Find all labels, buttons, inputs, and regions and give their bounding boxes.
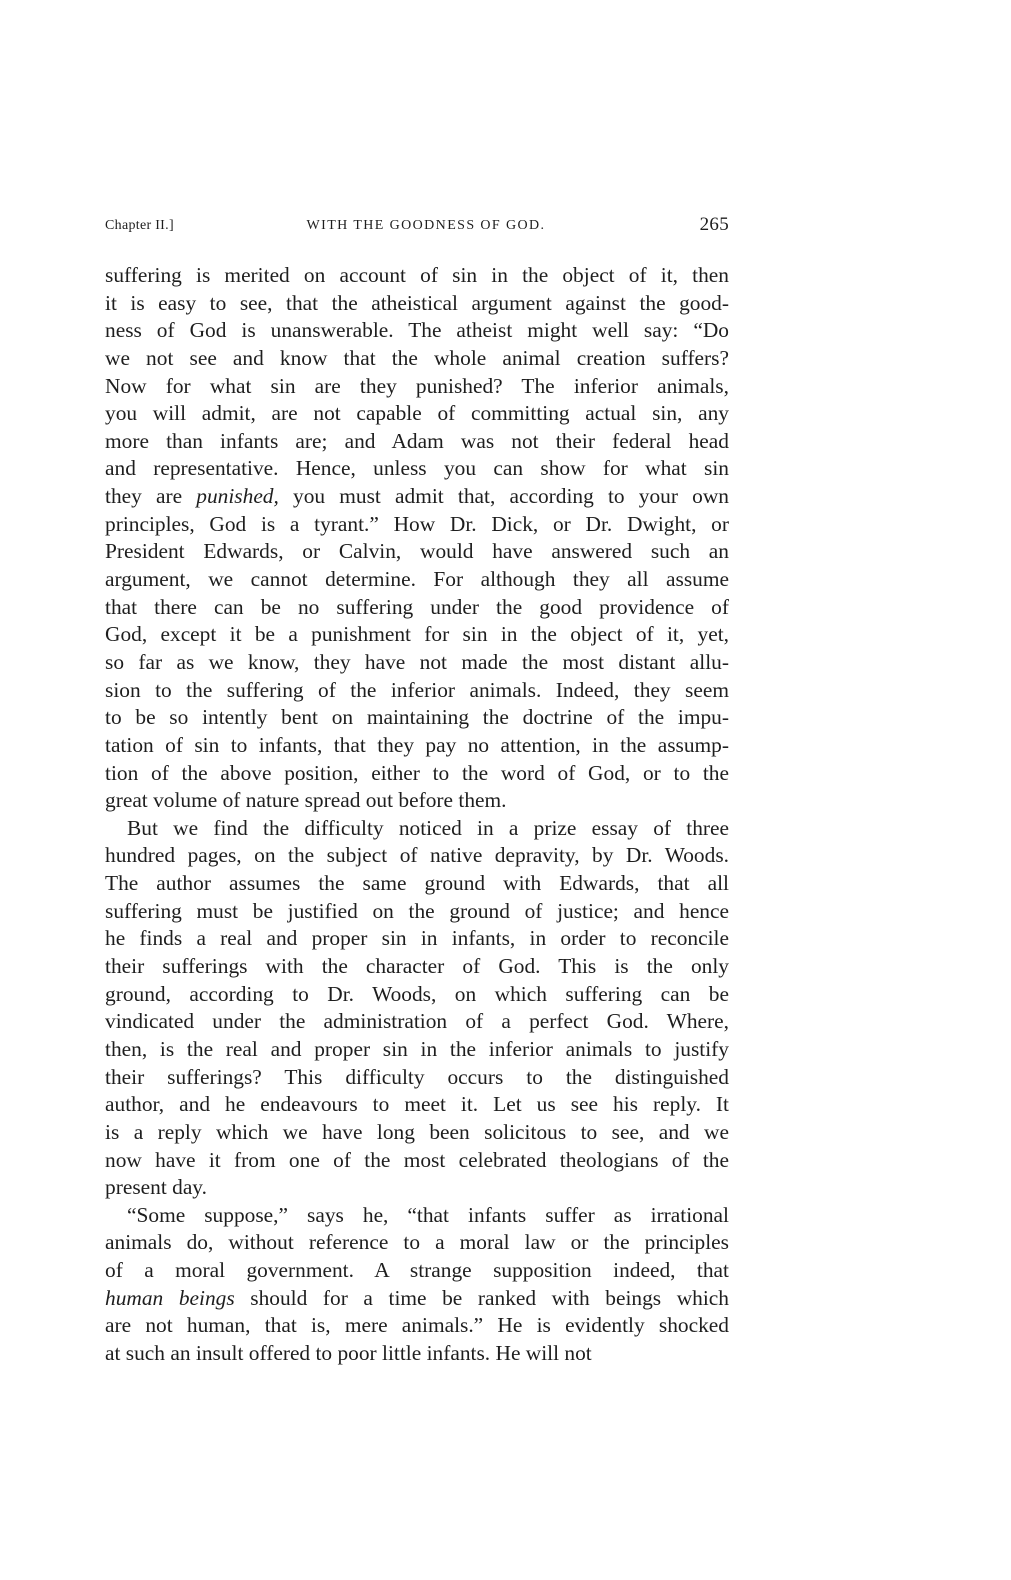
text-line: then, is the real and proper sin in the inferior animals to justify	[105, 1036, 729, 1061]
text-line: “Some suppose,” says he, “that infants suffer as irrational	[127, 1202, 729, 1227]
running-title: WITH THE GOODNESS OF GOD.	[306, 218, 546, 233]
text-line: But we find the difficulty noticed in a prize essay of three	[127, 815, 729, 840]
text-line: that there can be no suffering under the good providence of	[105, 594, 729, 619]
text-line: present day.	[105, 1175, 207, 1200]
text-line: he finds a real and proper sin in infants, in order to reconcile	[105, 926, 729, 951]
line-segment: you must admit that, according to your own	[278, 484, 729, 509]
text-line	[105, 483, 729, 511]
book-page	[105, 214, 729, 1368]
page-header	[105, 214, 729, 244]
text-line: tion of the above position, either to the word of God, or to the	[105, 760, 729, 785]
text-line: ground, according to Dr. Woods, on which suffering can be	[105, 981, 729, 1006]
line-segment: should for a time be ranked with beings which	[234, 1285, 729, 1310]
text-line: of a moral government. A strange supposition indeed, that	[105, 1258, 729, 1283]
text-line: vindicated under the administration of a perfect God. Where,	[105, 1009, 729, 1034]
text-line: now have it from one of the most celebrated theologians of the	[105, 1147, 729, 1172]
italic-emphasis: punished,	[196, 484, 279, 509]
text-line: more than infants are; and Adam was not their federal head	[105, 428, 729, 453]
text-line: are not human, that is, mere animals.” He is evidently shocked	[105, 1313, 729, 1338]
italic-emphasis: human beings	[105, 1285, 235, 1310]
text-line: suffering must be justified on the ground of justice; and hence	[105, 898, 729, 923]
text-line: to be so intently bent on maintaining the doctrine of the impu-	[105, 705, 729, 730]
paragraph	[105, 262, 729, 815]
text-line: Now for what sin are they punished? The inferior animals,	[105, 373, 729, 398]
text-line: we not see and know that the whole animal creation suffers?	[105, 345, 729, 370]
text-line: you will admit, are not capable of committing actual sin, any	[105, 401, 729, 426]
text-line: suffering is merited on account of sin in the object of it, then	[105, 263, 729, 287]
text-line: tation of sin to infants, that they pay no attention, in the assump-	[105, 732, 729, 757]
paragraph	[105, 1202, 729, 1368]
text-line: ness of God is unanswerable. The atheist might well say: “Do	[105, 318, 729, 343]
text-line: animals do, without reference to a moral law or the principles	[105, 1230, 729, 1255]
text-line: at such an insult offered to poor little infants. He will not	[105, 1340, 592, 1365]
paragraph	[105, 815, 729, 1202]
text-line: President Edwards, or Calvin, would have answered such an	[105, 539, 729, 564]
text-line: sion to the suffering of the inferior animals. Indeed, they seem	[105, 677, 729, 702]
text-line: hundred pages, on the subject of native depravity, by Dr. Woods.	[105, 843, 729, 868]
text-line: The author assumes the same ground with Edwards, that all	[105, 871, 729, 896]
text-line	[105, 1285, 729, 1313]
text-line: God, except it be a punishment for sin in the object of it, yet,	[105, 622, 729, 647]
text-line: argument, we cannot determine. For although they all assume	[105, 567, 729, 592]
line-segment: they are	[105, 484, 197, 509]
chapter-label: Chapter II.]	[105, 218, 174, 233]
text-line: so far as we know, they have not made the most distant allu-	[105, 649, 729, 674]
text-line: their sufferings? This difficulty occurs to the distinguished	[105, 1064, 729, 1089]
text-line: it is easy to see, that the atheistical argument against the good-	[105, 290, 729, 315]
text-line: great volume of nature spread out before them.	[105, 788, 507, 813]
text-line: and representative. Hence, unless you can show for what sin	[105, 456, 729, 481]
body-text	[105, 262, 729, 1368]
text-line: is a reply which we have long been solicitous to see, and we	[105, 1119, 729, 1144]
text-line: author, and he endeavours to meet it. Let us see his reply. It	[105, 1092, 729, 1117]
text-line: principles, God is a tyrant.” How Dr. Dick, or Dr. Dwight, or	[105, 511, 729, 536]
page-number: 265	[699, 214, 729, 235]
text-line: their sufferings with the character of God. This is the only	[105, 954, 729, 979]
